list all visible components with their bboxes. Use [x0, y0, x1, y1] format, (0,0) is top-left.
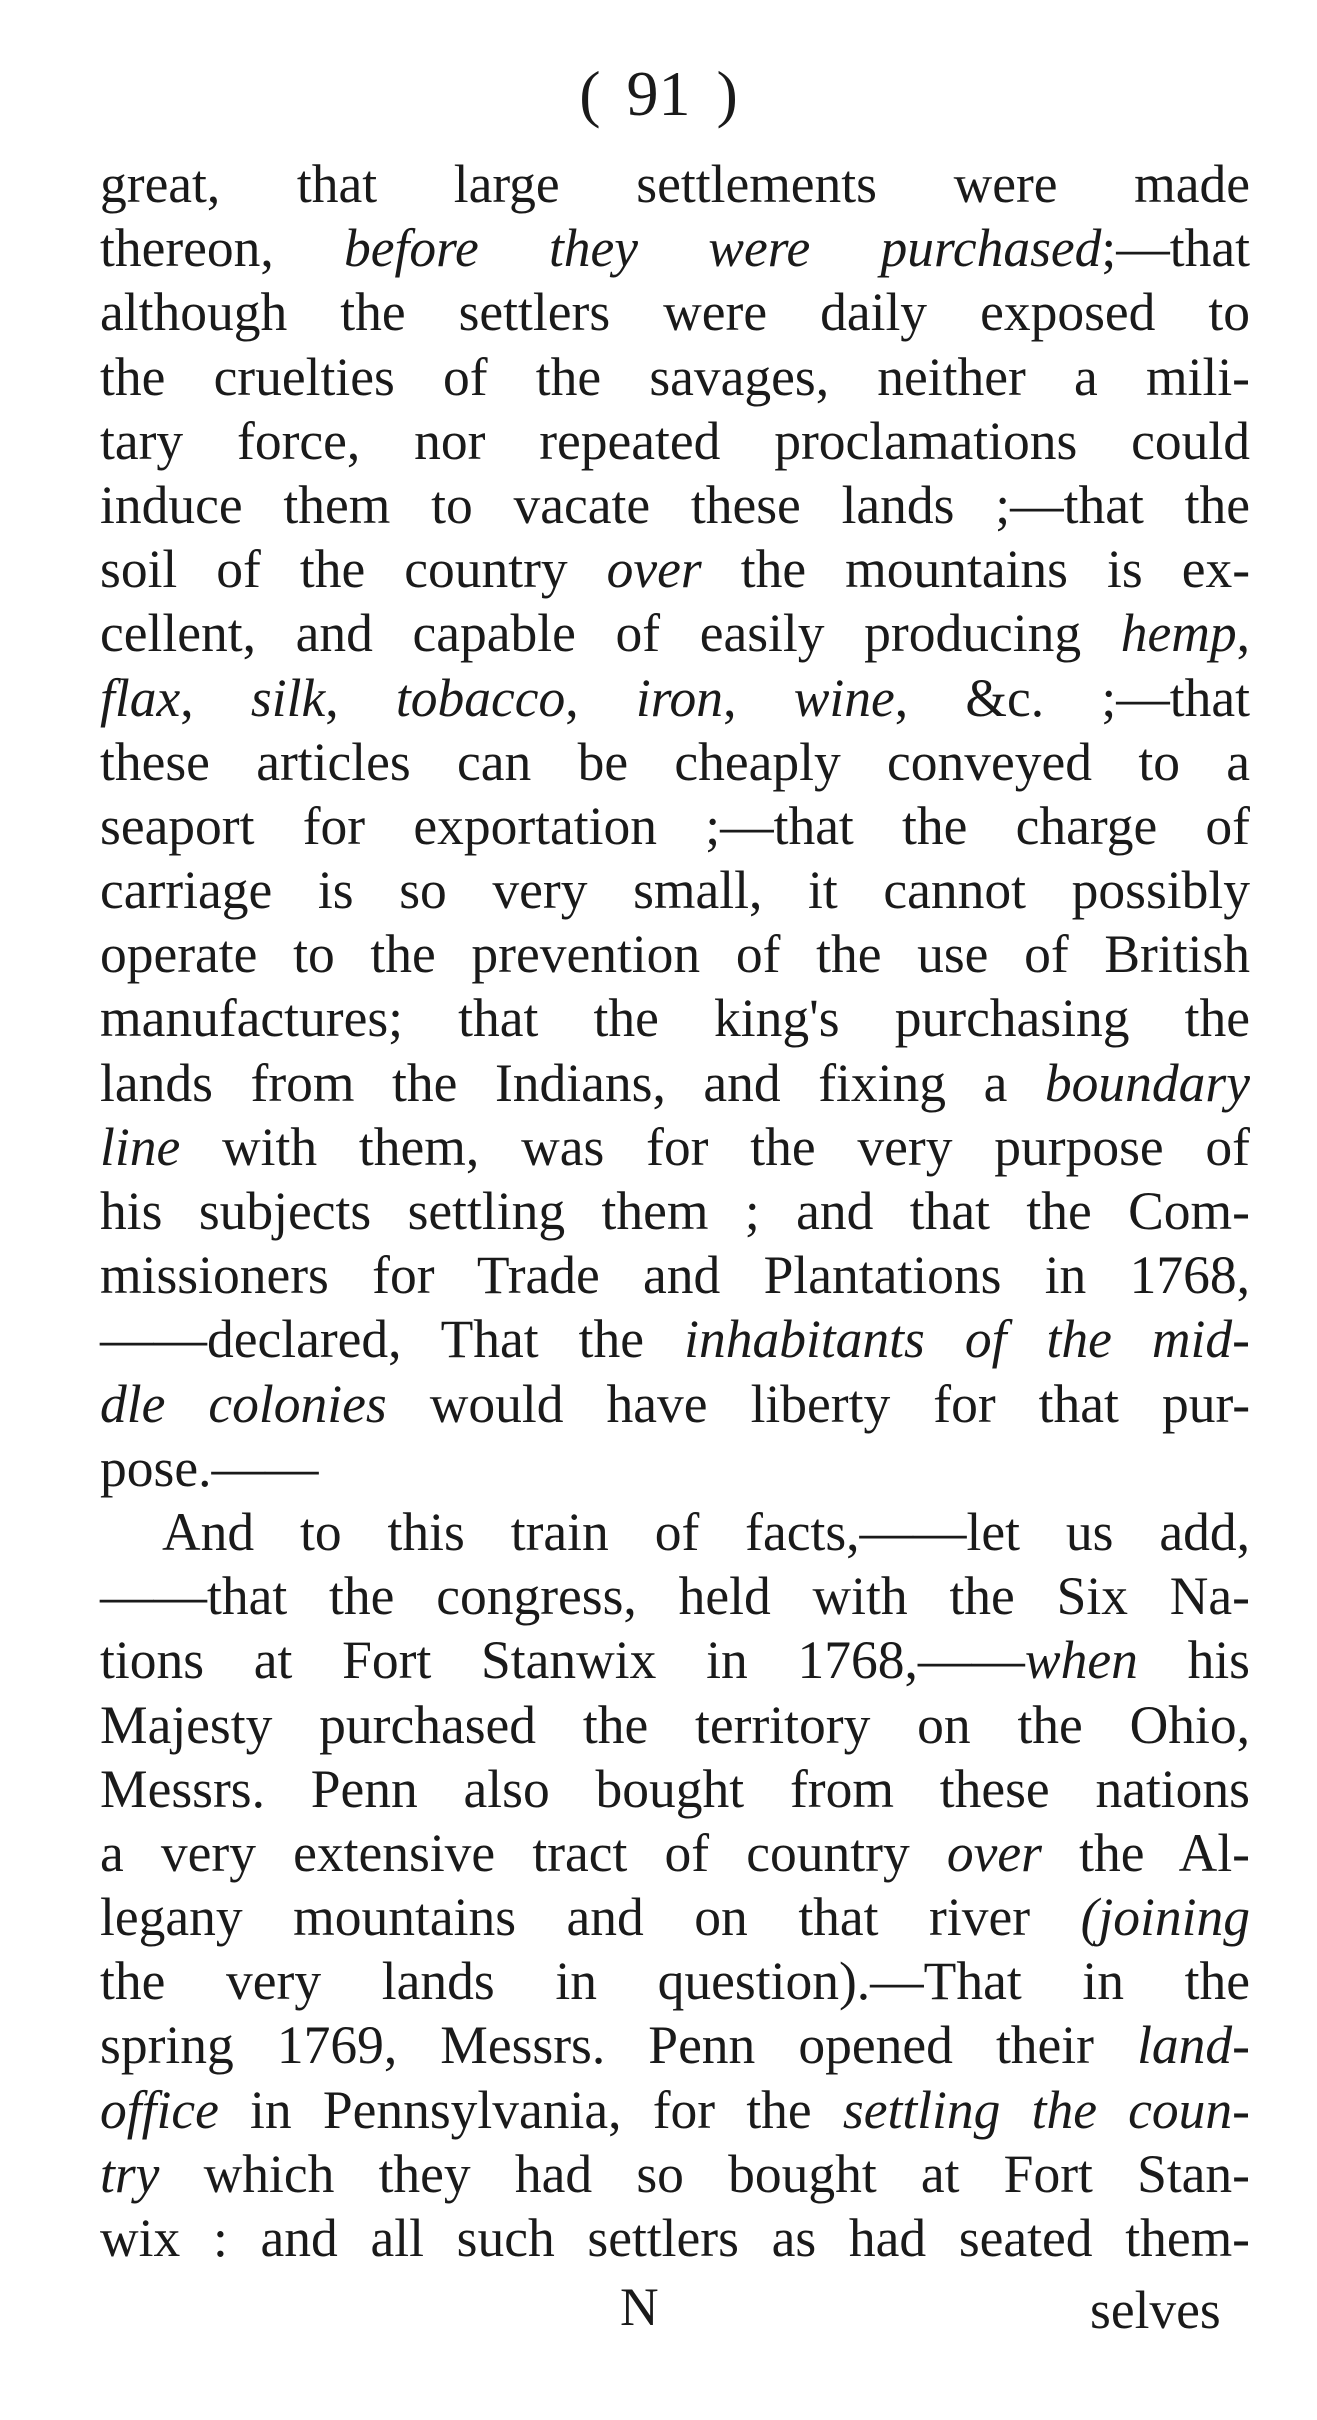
page-number: [0, 58, 1317, 129]
text-line: [100, 858, 1250, 922]
italic-segment: silk: [250, 667, 326, 728]
text-line: [100, 152, 1250, 216]
text-line: [100, 345, 1250, 409]
text-segment: Messrs. Penn also bought from these nations: [100, 1758, 1250, 1819]
text-line: [100, 1179, 1250, 1243]
text-line: [100, 922, 1250, 986]
italic-segment: dle colonies: [100, 1373, 387, 1434]
text-segment: tary force, nor repeated proclamations could: [100, 410, 1250, 471]
catchword: selves: [1090, 2280, 1221, 2340]
text-segment: these articles can be cheaply conveyed to a: [100, 731, 1250, 792]
text-line: [100, 1372, 1250, 1436]
text-segment: in Pennsylvania, for the: [218, 2079, 843, 2140]
text-line: [100, 1500, 1250, 1564]
text-line: [100, 794, 1250, 858]
text-line: [100, 1115, 1250, 1179]
italic-segment: before they were purchased: [344, 218, 1102, 279]
italic-segment: when: [1024, 1630, 1138, 1691]
text-segment: ,: [325, 667, 396, 728]
text-line: [100, 280, 1250, 344]
text-segment: spring 1769, Messrs. Penn opened their: [100, 2015, 1138, 2076]
text-segment: his subjects settling them ; and that the Com-: [100, 1181, 1250, 1241]
text-segment: wix : and all such settlers as had seated them-: [100, 2208, 1250, 2268]
italic-segment: over: [946, 1822, 1042, 1883]
italic-segment: iron: [635, 667, 724, 728]
text-segment: , &c. ;—that: [894, 667, 1251, 728]
text-line: [100, 986, 1250, 1050]
italic-segment: tobacco: [395, 667, 566, 728]
text-segment: legany mountains and on that river: [100, 1887, 1081, 1948]
text-segment: And to this train of facts,——let us add,: [162, 1501, 1250, 1562]
page-number-value: 91: [626, 58, 691, 129]
text-segment: the mountains is ex-: [701, 539, 1251, 600]
page-number-open-paren: (: [579, 58, 601, 129]
italic-segment: line: [100, 1116, 181, 1177]
text-line: [100, 1821, 1250, 1885]
italic-segment: boundary: [1044, 1052, 1250, 1113]
text-segment: pose.——: [100, 1437, 319, 1498]
italic-segment: try: [100, 2143, 160, 2204]
text-segment: which they had so bought at Fort Stan-: [159, 2143, 1250, 2204]
text-line: [100, 409, 1250, 473]
text-segment: ——that the congress, held with the Six Na-: [100, 1566, 1250, 1627]
text-segment: thereon,: [100, 218, 345, 279]
text-segment: soil of the country: [100, 539, 607, 600]
text-segment: would have liberty for that pur-: [386, 1373, 1251, 1434]
text-segment: his: [1137, 1630, 1250, 1691]
italic-segment: (joining: [1080, 1887, 1250, 1948]
text-segment: although the settlers were daily exposed to: [100, 282, 1250, 343]
text-line: [100, 1564, 1250, 1628]
text-line: [100, 1051, 1250, 1115]
text-segment: ;—that: [1101, 218, 1251, 279]
italic-segment: land-: [1137, 2015, 1250, 2076]
text-segment: tions at Fort Stanwix in 1768,——: [100, 1630, 1025, 1691]
text-segment: the cruelties of the savages, neither a mili-: [100, 346, 1250, 407]
text-line: [100, 601, 1250, 665]
text-line: [100, 473, 1250, 537]
text-line: [100, 1693, 1250, 1757]
italic-segment: office: [100, 2079, 219, 2140]
text-line: [100, 2078, 1250, 2142]
text-line: [100, 1628, 1250, 1692]
text-line: [100, 1436, 1250, 1500]
text-segment: ——declared, That the: [100, 1309, 685, 1370]
text-line: [100, 2013, 1250, 2077]
text-line: [100, 730, 1250, 794]
italic-segment: inhabitants of the mid-: [684, 1309, 1250, 1370]
text-segment: ,: [1236, 603, 1250, 664]
text-segment: Majesty purchased the territory on the Ohio,: [100, 1694, 1250, 1755]
text-segment: cellent, and capable of easily producing: [100, 603, 1121, 664]
text-line: [100, 216, 1250, 280]
text-line: [100, 537, 1250, 601]
text-line: [100, 2142, 1250, 2206]
text-segment: lands from the Indians, and fixing a: [100, 1052, 1045, 1113]
text-segment: operate to the prevention of the use of British: [100, 924, 1250, 985]
italic-segment: hemp: [1120, 603, 1237, 664]
text-segment: induce them to vacate these lands ;—that the: [100, 474, 1250, 535]
page-number-close-paren: ): [716, 58, 738, 129]
text-segment: ,: [723, 667, 794, 728]
text-segment: ,: [565, 667, 636, 728]
text-segment: seaport for exportation ;—that the charge of: [100, 795, 1250, 856]
text-line: [100, 666, 1250, 730]
signature-mark: N: [620, 2277, 659, 2337]
text-segment: the very lands in question).—That in the: [100, 1951, 1250, 2012]
text-line: [100, 1885, 1250, 1949]
text-line: [100, 2206, 1250, 2270]
text-segment: ,: [180, 667, 251, 728]
italic-segment: settling the coun-: [842, 2079, 1250, 2140]
italic-segment: over: [606, 539, 702, 600]
text-segment: missioners for Trade and Plantations in 1768,: [100, 1245, 1250, 1306]
body-text: [100, 152, 1250, 2270]
text-segment: great, that large settlements were made: [100, 154, 1250, 214]
text-line: [100, 1243, 1250, 1307]
text-line: [100, 1757, 1250, 1821]
italic-segment: wine: [793, 667, 895, 728]
text-line: [100, 1949, 1250, 2013]
text-line: [100, 1307, 1250, 1371]
text-segment: the Al-: [1041, 1822, 1250, 1883]
text-segment: carriage is so very small, it cannot possibly: [100, 860, 1250, 921]
text-segment: a very extensive tract of country: [100, 1822, 947, 1883]
text-segment: with them, was for the very purpose of: [180, 1116, 1250, 1177]
italic-segment: flax: [100, 667, 181, 728]
text-segment: manufactures; that the king's purchasing the: [100, 988, 1250, 1049]
